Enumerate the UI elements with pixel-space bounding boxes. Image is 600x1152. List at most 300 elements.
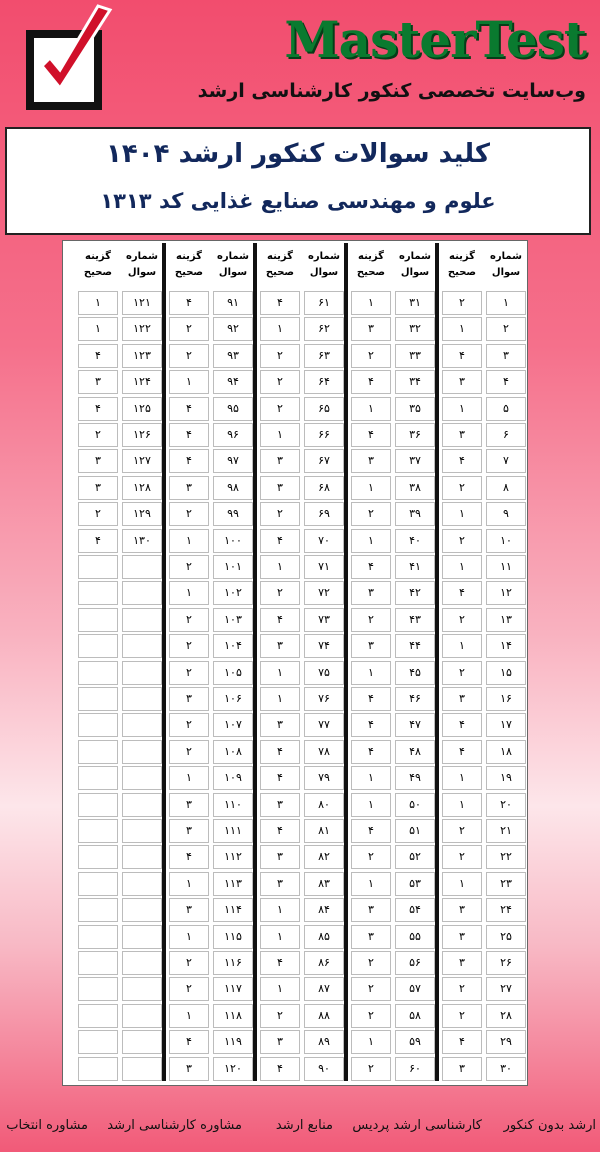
question-number-cell: ۵۱ [395, 819, 435, 843]
question-number-cell: ۱۹ [486, 766, 526, 790]
question-number-cell: ۱۱۲ [213, 845, 253, 869]
question-number-cell: ۴۵ [395, 661, 435, 685]
answer-option-cell: ۳ [169, 476, 209, 500]
question-number-cell: ۱۲۰ [213, 1057, 253, 1081]
question-number-cell: ۵۴ [395, 898, 435, 922]
question-number-cell: ۱۰۸ [213, 740, 253, 764]
answer-option-cell: ۲ [169, 740, 209, 764]
question-number-cell: ۶۵ [304, 397, 344, 421]
answer-option-cell [78, 925, 118, 949]
answer-option-cell: ۱ [442, 502, 482, 526]
answer-option-cell: ۱ [442, 634, 482, 658]
answer-option-cell: ۲ [351, 845, 391, 869]
answer-option-cell: ۳ [260, 634, 300, 658]
answer-option-cell [78, 977, 118, 1001]
question-number-cell: ۱۱۰ [213, 793, 253, 817]
question-number-cell: ۶۲ [304, 317, 344, 341]
question-number-cell: ۱۱۹ [213, 1030, 253, 1054]
brand-logo-text: MasterTest [284, 10, 586, 69]
column-separator [435, 243, 439, 1081]
question-number-cell: ۸۳ [304, 872, 344, 896]
question-number-cell: ۴۶ [395, 687, 435, 711]
answer-option-cell: ۳ [78, 476, 118, 500]
question-number-cell: ۲۴ [486, 898, 526, 922]
answer-option-cell: ۳ [169, 819, 209, 843]
answer-option-cell: ۴ [169, 1030, 209, 1054]
question-number-cell: ۲۶ [486, 951, 526, 975]
footer-link[interactable]: منابع ارشد [275, 1118, 333, 1133]
answer-option-cell: ۱ [351, 766, 391, 790]
answer-option-cell: ۳ [351, 449, 391, 473]
footer-link[interactable]: کارشناسی ارشد پردیس [352, 1118, 482, 1133]
question-number-cell: ۲۷ [486, 977, 526, 1001]
question-number-cell: ۱۲۴ [122, 370, 162, 394]
answer-option-cell: ۴ [442, 344, 482, 368]
question-number-cell: ۱۱۴ [213, 898, 253, 922]
question-number-cell: ۱۲۲ [122, 317, 162, 341]
question-number-cell: ۷۹ [304, 766, 344, 790]
question-number-cell: ۱۰۳ [213, 608, 253, 632]
question-number-cell: ۳۹ [395, 502, 435, 526]
answer-option-cell: ۳ [260, 449, 300, 473]
question-number-cell: ۳۸ [395, 476, 435, 500]
question-number-cell: ۹۲ [213, 317, 253, 341]
answer-option-cell: ۲ [442, 977, 482, 1001]
question-number-cell: ۱۱۱ [213, 819, 253, 843]
answer-option-cell: ۳ [351, 581, 391, 605]
answer-option-cell: ۲ [169, 608, 209, 632]
answer-option-cell: ۲ [351, 502, 391, 526]
answer-option-cell: ۳ [351, 925, 391, 949]
answer-option-cell: ۳ [260, 872, 300, 896]
question-number-cell [122, 581, 162, 605]
answer-option-cell: ۲ [169, 977, 209, 1001]
question-number-cell: ۱۰۹ [213, 766, 253, 790]
question-number-cell: ۱۰ [486, 529, 526, 553]
question-number-cell: ۱۰۷ [213, 713, 253, 737]
answer-option-cell: ۱ [169, 766, 209, 790]
answer-option-cell: ۲ [260, 370, 300, 394]
question-number-cell [122, 555, 162, 579]
answer-option-cell: ۱ [260, 977, 300, 1001]
footer-link[interactable]: ارشد بدون کنکور [503, 1118, 596, 1133]
question-number-cell: ۱۰۶ [213, 687, 253, 711]
question-number-cell [122, 845, 162, 869]
question-number-cell [122, 608, 162, 632]
question-number-cell: ۳۵ [395, 397, 435, 421]
header-answer: گزینه صحیح [265, 251, 295, 278]
answer-option-cell [78, 634, 118, 658]
answer-option-cell: ۲ [169, 317, 209, 341]
answer-option-cell: ۴ [260, 766, 300, 790]
answer-option-cell: ۳ [442, 898, 482, 922]
question-number-cell: ۴۷ [395, 713, 435, 737]
question-number-cell: ۶ [486, 423, 526, 447]
answer-option-cell: ۴ [442, 581, 482, 605]
answer-option-cell: ۴ [351, 370, 391, 394]
answer-option-cell: ۴ [169, 291, 209, 315]
question-number-cell: ۸۲ [304, 845, 344, 869]
question-number-cell [122, 1004, 162, 1028]
answer-option-cell: ۱ [442, 555, 482, 579]
answer-option-cell [78, 1030, 118, 1054]
question-number-cell: ۱۲۱ [122, 291, 162, 315]
question-number-cell: ۵۸ [395, 1004, 435, 1028]
answer-option-cell: ۲ [442, 845, 482, 869]
question-number-cell: ۷ [486, 449, 526, 473]
question-number-cell: ۸۵ [304, 925, 344, 949]
header-question: شماره سوال [399, 251, 431, 278]
question-number-cell [122, 1030, 162, 1054]
question-number-cell [122, 766, 162, 790]
question-number-cell: ۱۱۷ [213, 977, 253, 1001]
answer-option-cell: ۱ [169, 370, 209, 394]
answer-option-cell: ۳ [169, 898, 209, 922]
question-number-cell: ۸۹ [304, 1030, 344, 1054]
answer-option-cell: ۱ [442, 793, 482, 817]
answer-option-cell: ۱ [351, 872, 391, 896]
answer-option-cell [78, 555, 118, 579]
question-number-cell: ۸۱ [304, 819, 344, 843]
question-number-cell [122, 819, 162, 843]
question-number-cell: ۶۷ [304, 449, 344, 473]
header-question: شماره سوال [490, 251, 522, 278]
answer-option-cell: ۳ [351, 634, 391, 658]
question-number-cell: ۱۱۵ [213, 925, 253, 949]
answer-option-cell: ۴ [351, 423, 391, 447]
answer-key-table [62, 240, 528, 1086]
answer-option-cell: ۴ [351, 687, 391, 711]
answer-option-cell: ۲ [169, 555, 209, 579]
question-number-cell: ۱۲ [486, 581, 526, 605]
answer-option-cell [78, 713, 118, 737]
question-number-cell: ۹۶ [213, 423, 253, 447]
question-number-cell: ۹ [486, 502, 526, 526]
answer-option-cell: ۳ [442, 423, 482, 447]
answer-option-cell: ۳ [260, 793, 300, 817]
header-answer: گزینه صحیح [174, 251, 204, 278]
answer-option-cell: ۲ [169, 713, 209, 737]
question-number-cell: ۲۸ [486, 1004, 526, 1028]
answer-option-cell: ۴ [260, 819, 300, 843]
answer-option-cell: ۲ [260, 397, 300, 421]
answer-option-cell: ۲ [260, 581, 300, 605]
question-number-cell: ۶۴ [304, 370, 344, 394]
answer-option-cell: ۴ [78, 529, 118, 553]
answer-option-cell: ۲ [78, 502, 118, 526]
question-number-cell: ۴۴ [395, 634, 435, 658]
question-number-cell: ۱۱۶ [213, 951, 253, 975]
answer-option-cell: ۲ [351, 1004, 391, 1028]
question-number-cell: ۷۶ [304, 687, 344, 711]
answer-option-cell: ۴ [169, 423, 209, 447]
answer-group [351, 243, 435, 1081]
checkbox-check-icon [24, 4, 116, 112]
answer-option-cell: ۳ [78, 449, 118, 473]
answer-option-cell: ۳ [442, 687, 482, 711]
answer-option-cell: ۴ [169, 845, 209, 869]
question-number-cell: ۷۳ [304, 608, 344, 632]
question-number-cell [122, 898, 162, 922]
question-number-cell: ۵۵ [395, 925, 435, 949]
question-number-cell: ۵۷ [395, 977, 435, 1001]
answer-option-cell: ۱ [260, 423, 300, 447]
answer-option-cell: ۳ [260, 476, 300, 500]
answer-option-cell: ۲ [351, 977, 391, 1001]
answer-option-cell: ۱ [442, 872, 482, 896]
answer-option-cell: ۴ [442, 740, 482, 764]
question-number-cell: ۶۳ [304, 344, 344, 368]
question-number-cell [122, 793, 162, 817]
question-number-cell: ۱ [486, 291, 526, 315]
question-number-cell: ۴۳ [395, 608, 435, 632]
answer-option-cell: ۱ [351, 476, 391, 500]
question-number-cell [122, 872, 162, 896]
answer-option-cell: ۱ [260, 317, 300, 341]
question-number-cell: ۳۲ [395, 317, 435, 341]
answer-option-cell: ۱ [442, 766, 482, 790]
question-number-cell: ۶۶ [304, 423, 344, 447]
question-number-cell: ۱۰۴ [213, 634, 253, 658]
site-tagline: وب‌سایت تخصصی کنکور کارشناسی ارشد [197, 80, 586, 102]
answer-option-cell: ۲ [442, 476, 482, 500]
answer-option-cell: ۴ [351, 555, 391, 579]
answer-option-cell: ۲ [442, 1004, 482, 1028]
question-number-cell: ۱۱۸ [213, 1004, 253, 1028]
answer-option-cell: ۴ [351, 819, 391, 843]
question-number-cell: ۲۲ [486, 845, 526, 869]
answer-option-cell: ۱ [351, 291, 391, 315]
answer-option-cell [78, 608, 118, 632]
question-number-cell: ۷۵ [304, 661, 344, 685]
page-title: کلید سوالات کنکور ارشد ۱۴۰۴ [106, 139, 490, 169]
answer-option-cell: ۴ [260, 951, 300, 975]
answer-option-cell: ۲ [260, 502, 300, 526]
answer-option-cell: ۳ [351, 898, 391, 922]
header-answer: گزینه صحیح [83, 251, 113, 278]
footer-link[interactable]: مشاوره انتخاب [6, 1118, 88, 1133]
answer-option-cell: ۳ [169, 793, 209, 817]
question-number-cell: ۷۲ [304, 581, 344, 605]
question-number-cell: ۴۰ [395, 529, 435, 553]
question-number-cell: ۷۷ [304, 713, 344, 737]
question-number-cell: ۸۴ [304, 898, 344, 922]
question-number-cell [122, 634, 162, 658]
answer-option-cell: ۴ [260, 291, 300, 315]
answer-group [169, 243, 253, 1081]
answer-option-cell: ۴ [442, 449, 482, 473]
question-number-cell: ۱۴ [486, 634, 526, 658]
question-number-cell: ۷۴ [304, 634, 344, 658]
header-answer: گزینه صحیح [447, 251, 477, 278]
answer-option-cell: ۳ [260, 713, 300, 737]
question-number-cell: ۱۰۲ [213, 581, 253, 605]
question-number-cell: ۳۱ [395, 291, 435, 315]
question-number-cell: ۸ [486, 476, 526, 500]
question-number-cell: ۲۱ [486, 819, 526, 843]
answer-option-cell: ۴ [169, 397, 209, 421]
question-number-cell: ۲۳ [486, 872, 526, 896]
question-number-cell: ۵۹ [395, 1030, 435, 1054]
question-number-cell: ۹۵ [213, 397, 253, 421]
question-number-cell [122, 1057, 162, 1081]
question-number-cell: ۸۰ [304, 793, 344, 817]
question-number-cell: ۴ [486, 370, 526, 394]
answer-option-cell: ۲ [351, 608, 391, 632]
footer-link[interactable]: مشاوره کارشناسی ارشد [107, 1118, 242, 1133]
answer-option-cell: ۱ [442, 397, 482, 421]
question-number-cell: ۱۰۰ [213, 529, 253, 553]
answer-option-cell: ۳ [260, 845, 300, 869]
question-number-cell: ۴۹ [395, 766, 435, 790]
answer-option-cell: ۱ [169, 925, 209, 949]
question-number-cell: ۱۲۹ [122, 502, 162, 526]
answer-option-cell: ۴ [260, 740, 300, 764]
question-number-cell: ۵۰ [395, 793, 435, 817]
answer-option-cell: ۲ [78, 423, 118, 447]
question-number-cell: ۹۸ [213, 476, 253, 500]
answer-option-cell [78, 1004, 118, 1028]
footer-links [0, 1110, 600, 1142]
answer-option-cell: ۱ [260, 687, 300, 711]
answer-option-cell: ۴ [442, 713, 482, 737]
answer-option-cell: ۲ [442, 608, 482, 632]
question-number-cell: ۹۱ [213, 291, 253, 315]
question-number-cell: ۸۸ [304, 1004, 344, 1028]
question-number-cell: ۹۴ [213, 370, 253, 394]
column-separator [253, 243, 257, 1081]
answer-option-cell: ۳ [351, 317, 391, 341]
question-number-cell: ۶۸ [304, 476, 344, 500]
answer-option-cell: ۴ [351, 740, 391, 764]
answer-option-cell [78, 740, 118, 764]
answer-option-cell: ۱ [351, 661, 391, 685]
question-number-cell: ۶۰ [395, 1057, 435, 1081]
answer-option-cell: ۱ [442, 317, 482, 341]
answer-option-cell [78, 872, 118, 896]
answer-option-cell: ۳ [260, 1030, 300, 1054]
question-number-cell: ۶۹ [304, 502, 344, 526]
header-question: شماره سوال [126, 251, 158, 278]
answer-option-cell: ۱ [169, 529, 209, 553]
question-number-cell [122, 713, 162, 737]
question-number-cell: ۱۶ [486, 687, 526, 711]
answer-option-cell [78, 687, 118, 711]
answer-option-cell [78, 898, 118, 922]
header-question: شماره سوال [308, 251, 340, 278]
answer-option-cell: ۲ [169, 661, 209, 685]
question-number-cell: ۱۳۰ [122, 529, 162, 553]
question-number-cell: ۸۶ [304, 951, 344, 975]
answer-group [442, 243, 526, 1081]
question-number-cell: ۳۳ [395, 344, 435, 368]
answer-option-cell: ۱ [351, 793, 391, 817]
question-number-cell: ۷۱ [304, 555, 344, 579]
question-number-cell: ۲۵ [486, 925, 526, 949]
answer-option-cell: ۱ [169, 581, 209, 605]
answer-option-cell: ۲ [169, 634, 209, 658]
answer-option-cell: ۳ [78, 370, 118, 394]
answer-option-cell: ۴ [260, 529, 300, 553]
page-subtitle: علوم و مهندسی صنایع غذایی کد ۱۳۱۳ [100, 189, 496, 213]
answer-option-cell [78, 1057, 118, 1081]
title-box [5, 127, 591, 235]
answer-option-cell: ۲ [351, 344, 391, 368]
question-number-cell: ۲۰ [486, 793, 526, 817]
question-number-cell: ۷۰ [304, 529, 344, 553]
answer-group [78, 243, 162, 1081]
question-number-cell: ۱۲۷ [122, 449, 162, 473]
question-number-cell [122, 740, 162, 764]
answer-option-cell: ۲ [260, 1004, 300, 1028]
answer-option-cell [78, 951, 118, 975]
answer-option-cell [78, 661, 118, 685]
question-number-cell: ۶۱ [304, 291, 344, 315]
answer-option-cell: ۱ [351, 397, 391, 421]
question-number-cell: ۴۸ [395, 740, 435, 764]
question-number-cell: ۳ [486, 344, 526, 368]
answer-option-cell: ۳ [442, 1057, 482, 1081]
question-number-cell: ۱۱ [486, 555, 526, 579]
answer-option-cell: ۴ [78, 397, 118, 421]
question-number-cell: ۳۴ [395, 370, 435, 394]
answer-option-cell: ۲ [169, 951, 209, 975]
question-number-cell: ۱۲۶ [122, 423, 162, 447]
question-number-cell: ۱۵ [486, 661, 526, 685]
question-number-cell: ۴۲ [395, 581, 435, 605]
answer-option-cell: ۴ [169, 449, 209, 473]
answer-option-cell: ۱ [260, 661, 300, 685]
answer-option-cell: ۱ [78, 317, 118, 341]
answer-option-cell [78, 819, 118, 843]
answer-option-cell: ۱ [169, 872, 209, 896]
question-number-cell [122, 977, 162, 1001]
question-number-cell: ۲ [486, 317, 526, 341]
question-number-cell: ۳۷ [395, 449, 435, 473]
question-number-cell: ۱۲۸ [122, 476, 162, 500]
answer-option-cell: ۱ [260, 898, 300, 922]
answer-option-cell: ۲ [169, 502, 209, 526]
question-number-cell: ۹۹ [213, 502, 253, 526]
answer-group [260, 243, 344, 1081]
question-number-cell: ۵۶ [395, 951, 435, 975]
answer-option-cell [78, 766, 118, 790]
answer-option-cell: ۱ [260, 925, 300, 949]
question-number-cell: ۱۰۵ [213, 661, 253, 685]
answer-option-cell: ۲ [442, 291, 482, 315]
column-separator [162, 243, 166, 1081]
header-answer: گزینه صحیح [356, 251, 386, 278]
header-question: شماره سوال [217, 251, 249, 278]
answer-option-cell: ۲ [351, 951, 391, 975]
question-number-cell [122, 951, 162, 975]
answer-option-cell: ۲ [351, 1057, 391, 1081]
question-number-cell: ۵۲ [395, 845, 435, 869]
answer-option-cell: ۴ [78, 344, 118, 368]
answer-option-cell: ۴ [260, 1057, 300, 1081]
question-number-cell: ۲۹ [486, 1030, 526, 1054]
question-number-cell [122, 661, 162, 685]
answer-option-cell: ۴ [260, 608, 300, 632]
question-number-cell: ۳۶ [395, 423, 435, 447]
question-number-cell: ۱۲۳ [122, 344, 162, 368]
answer-option-cell [78, 845, 118, 869]
answer-option-cell [78, 581, 118, 605]
question-number-cell: ۱۳ [486, 608, 526, 632]
answer-option-cell: ۳ [169, 687, 209, 711]
question-number-cell: ۱۸ [486, 740, 526, 764]
answer-option-cell: ۱ [169, 1004, 209, 1028]
